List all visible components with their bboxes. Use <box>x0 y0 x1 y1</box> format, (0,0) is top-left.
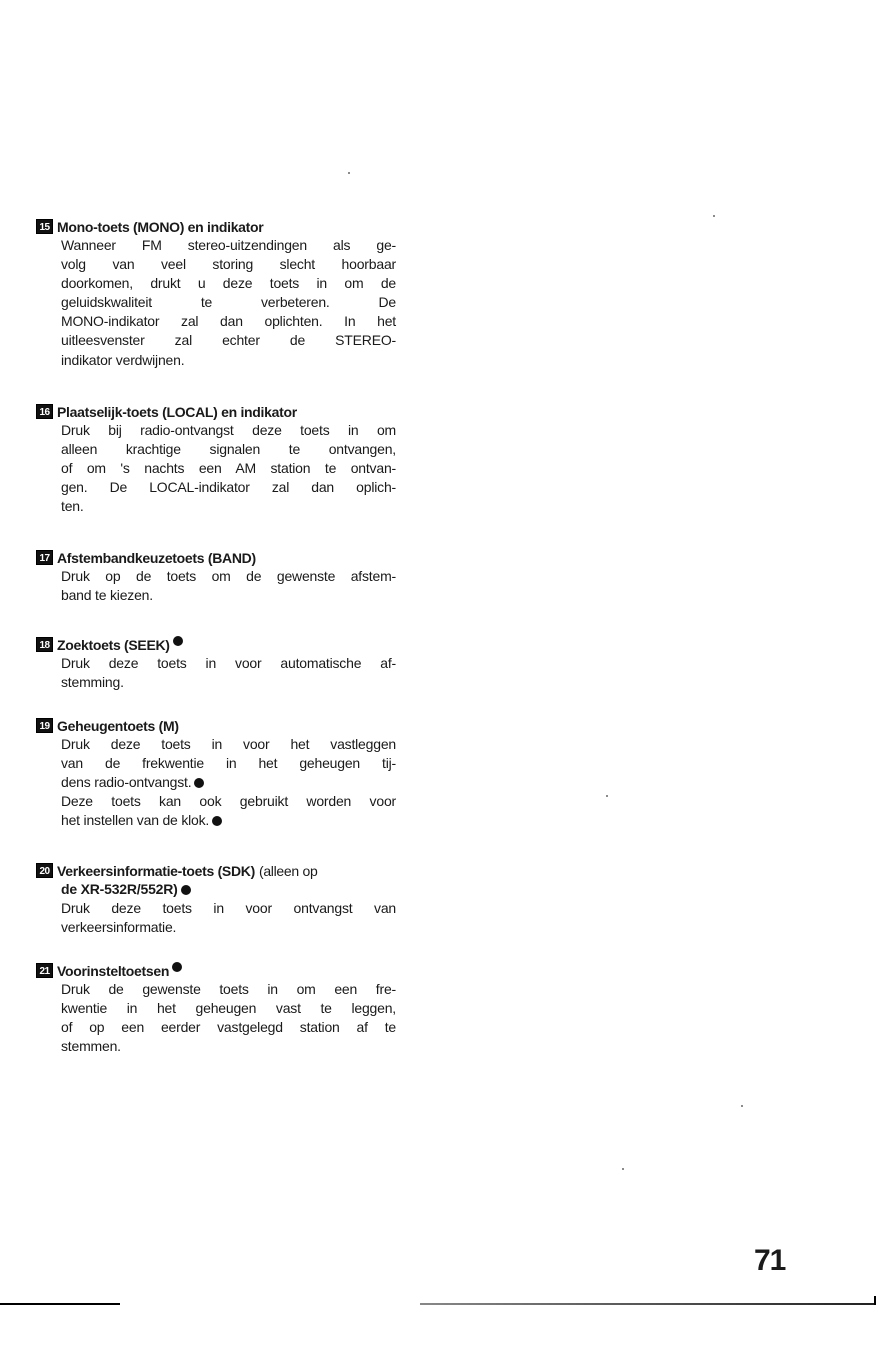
section-title: Voorinsteltoetsen <box>57 963 170 979</box>
bottom-rule-tick <box>874 1296 876 1305</box>
body-line: Druk deze toets in voor automatische af- <box>61 655 396 671</box>
body-line: doorkomen, drukt u deze toets in om de <box>61 275 396 292</box>
body-line: kwentie in het geheugen vast te leggen, <box>61 1000 396 1017</box>
body-line: Deze toets kan ook gebruikt worden voor <box>61 793 396 810</box>
section-title: Geheugentoets (M) <box>57 718 179 734</box>
section-body <box>61 567 396 605</box>
body-line-with-marker <box>61 880 396 899</box>
reference-marker-icon <box>173 636 183 646</box>
body-line: dens radio-ontvangst. <box>61 774 192 791</box>
body-line: stemmen. <box>61 1038 121 1055</box>
section-title: Plaatselijk-toets (LOCAL) en indikator <box>57 404 297 420</box>
section-number-badge: 18 <box>36 637 53 652</box>
section-title-suffix: (alleen op <box>258 863 318 879</box>
body-line: indikator verdwijnen. <box>61 351 185 368</box>
section-seek <box>36 636 396 692</box>
scan-speck <box>606 795 608 797</box>
section-body <box>61 654 396 692</box>
body-line: Druk deze toets in voor ontvangst van <box>61 900 396 917</box>
section-mono <box>36 218 396 370</box>
section-number-badge: 21 <box>36 963 53 978</box>
scan-speck <box>741 1105 743 1107</box>
body-line: MONO-indikator zal dan oplichten. In het <box>61 313 396 330</box>
body-line: het instellen van de klok. <box>61 812 210 829</box>
body-line: gen. De LOCAL-indikator zal dan oplich- <box>61 479 396 496</box>
body-line: alleen krachtige signalen te ontvangen, <box>61 441 396 458</box>
section-number-badge: 20 <box>36 863 53 878</box>
scan-speck <box>713 215 715 217</box>
section-body <box>61 421 396 516</box>
body-line: Druk op de toets om de gewenste afstem- <box>61 568 396 584</box>
section-number-badge: 16 <box>36 404 53 419</box>
body-line: Druk de gewenste toets in om een fre- <box>61 981 396 997</box>
body-line: Druk deze toets in voor het vastleggen <box>61 736 396 752</box>
section-title: Verkeersinformatie-toets (SDK) <box>57 863 255 879</box>
body-line: verkeersinformatie. <box>61 919 177 936</box>
section-band <box>36 549 396 605</box>
section-heading <box>36 636 396 654</box>
section-body <box>61 980 396 1056</box>
body-line: geluidskwaliteit te verbeteren. De <box>61 294 396 311</box>
section-number-badge: 19 <box>36 718 53 733</box>
body-line: volg van veel storing slecht hoorbaar <box>61 256 396 273</box>
reference-marker-icon <box>172 962 182 972</box>
section-heading <box>36 218 396 236</box>
section-heading <box>36 962 396 980</box>
section-heading <box>36 549 396 567</box>
section-heading <box>36 717 396 735</box>
body-line: of op een eerder vastgelegd station af te <box>61 1019 396 1036</box>
section-title: Afstembandkeuzetoets (BAND) <box>57 550 256 566</box>
section-memory <box>36 717 396 830</box>
body-line: stemming. <box>61 674 124 691</box>
body-line: uitleesvenster zal echter de STEREO- <box>61 332 396 349</box>
section-heading <box>36 862 396 880</box>
section-body <box>61 735 396 830</box>
body-line: Wanneer FM stereo-uitzendingen als ge- <box>61 237 396 253</box>
section-title: Zoektoets (SEEK) <box>57 637 170 653</box>
scan-speck <box>348 172 350 174</box>
section-body <box>61 236 396 370</box>
reference-marker-icon <box>212 816 222 826</box>
body-line: of om 's nachts een AM station te ontvan- <box>61 460 396 477</box>
section-traffic-info <box>36 862 396 937</box>
section-presets <box>36 962 396 1056</box>
body-line: Druk bij radio-ontvangst deze toets in om <box>61 422 396 438</box>
body-line: van de frekwentie in het geheugen tij- <box>61 755 396 772</box>
section-body <box>61 880 396 899</box>
reference-marker-icon <box>194 778 204 788</box>
section-title: Mono-toets (MONO) en indikator <box>57 219 264 235</box>
body-line: ten. <box>61 498 84 515</box>
section-number-badge: 17 <box>36 550 53 565</box>
scan-speck <box>622 1168 624 1170</box>
section-body <box>61 899 396 937</box>
section-local <box>36 403 396 516</box>
reference-marker-icon <box>181 885 191 895</box>
body-line-with-marker <box>61 811 396 830</box>
body-line: band te kiezen. <box>61 587 153 604</box>
bottom-rule <box>0 1303 874 1305</box>
page-number: 71 <box>754 1244 786 1277</box>
section-number-badge: 15 <box>36 219 53 234</box>
section-heading <box>36 403 396 421</box>
body-line-with-marker <box>61 773 396 792</box>
section-title-line2: de XR-532R/552R) <box>61 881 178 897</box>
